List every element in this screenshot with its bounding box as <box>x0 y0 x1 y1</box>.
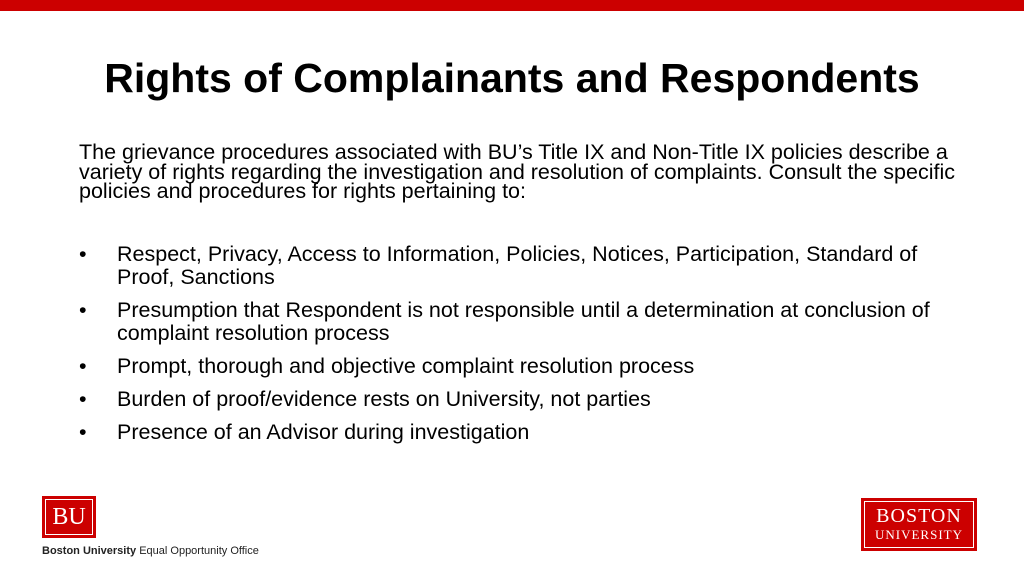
bullet-marker: • <box>79 242 87 266</box>
bullet-marker: • <box>79 387 87 411</box>
slide-title: Rights of Complainants and Respondents <box>104 55 920 101</box>
boston-university-wordmark <box>861 498 977 551</box>
org-name: Boston University <box>42 545 137 557</box>
list-item <box>79 388 939 411</box>
bu-equal-opportunity-logo <box>42 496 258 566</box>
bullet-marker: • <box>79 298 87 322</box>
list-item-text: Presence of an Advisor during investigation <box>117 420 530 444</box>
list-item <box>79 299 939 345</box>
office-name <box>42 545 259 557</box>
list-item <box>79 243 939 289</box>
bullet-marker: • <box>79 420 87 444</box>
list-item <box>79 421 939 444</box>
list-item-text: Respect, Privacy, Access to Information, Policies, Notices, Participation, Standard of Proof, Sanctions <box>117 242 918 289</box>
list-item-text: Presumption that Respondent is not responsible until a determination at conclusion of complaint resolution process <box>117 298 930 345</box>
list-item-text: Prompt, thorough and objective complaint resolution process <box>117 354 695 378</box>
bullet-marker: • <box>79 354 87 378</box>
wordmark-line-1: BOSTON <box>876 505 962 527</box>
list-item-text: Burden of proof/evidence rests on University, not parties <box>117 387 651 411</box>
rights-list <box>79 243 939 454</box>
intro-paragraph: The grievance procedures associated with BU’s Title IX and Non-Title IX policies describe a variety of rights regarding the investigation and resolution of complaints. Consult the specific policies and procedures for rights pertaining to: <box>79 140 955 203</box>
office-label: Equal Opportunity Office <box>139 545 259 557</box>
top-accent-bar <box>0 0 1024 11</box>
bu-mark: BU <box>42 496 96 538</box>
wordmark-line-2: UNIVERSITY <box>875 527 963 542</box>
list-item <box>79 355 939 378</box>
